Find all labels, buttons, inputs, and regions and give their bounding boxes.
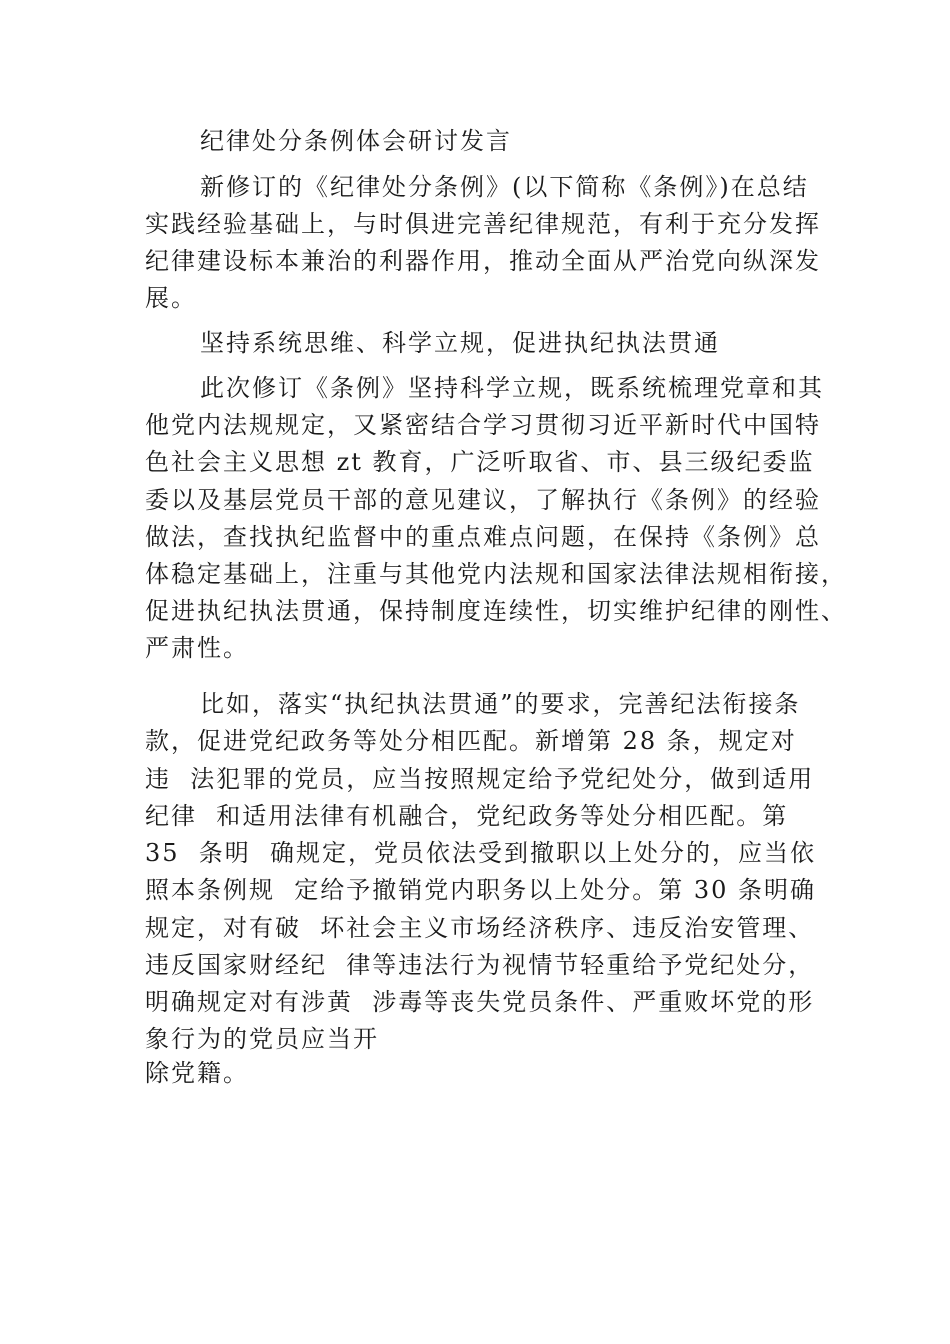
paragraph-line: 体稳定基础上，注重与其他党内法规和国家法律法规相衔接， xyxy=(145,560,847,588)
paragraph-line: 纪律 和适用法律有机融合，党纪政务等处分相匹配。第 xyxy=(145,802,789,830)
paragraph-line: 展。 xyxy=(145,284,197,312)
paragraph-line: 新修订的《纪律处分条例》(以下简称《条例》)在总结 xyxy=(200,173,809,201)
paragraph-line: 照本条例规 定给予撤销党内职务以上处分。第 30 条明确 xyxy=(145,876,817,904)
paragraph-line: 规定，对有破 坏社会主义市场经济秩序、违反治安管理、 xyxy=(145,914,815,942)
paragraph-line: 色社会主义思想 zt 教育，广泛听取省、市、县三级纪委监 xyxy=(145,448,815,476)
paragraph-line: 委以及基层党员干部的意见建议，了解执行《条例》的经验 xyxy=(145,486,821,514)
paragraph-line: 象行为的党员应当开 xyxy=(145,1025,379,1053)
paragraph-line: 他党内法规规定，又紧密结合学习贯彻习近平新时代中国特 xyxy=(145,411,821,439)
paragraph-line: 纪律建设标本兼治的利器作用，推动全面从严治党向纵深发 xyxy=(145,247,821,275)
document-title: 纪律处分条例体会研讨发言 xyxy=(200,127,512,155)
paragraph-line: 严肃性。 xyxy=(145,634,249,662)
paragraph-line: 除党籍。 xyxy=(145,1059,249,1087)
paragraph-line: 做法，查找执纪监督中的重点难点问题，在保持《条例》总 xyxy=(145,523,821,551)
section-heading: 坚持系统思维、科学立规，促进执纪执法贯通 xyxy=(200,329,720,357)
paragraph-line: 款，促进党纪政务等处分相匹配。新增第 28 条，规定对 xyxy=(145,727,797,755)
paragraph-line: 此次修订《条例》坚持科学立规，既系统梳理党章和其 xyxy=(200,374,824,402)
paragraph-line: 促进执纪执法贯通，保持制度连续性，切实维护纪律的刚性、 xyxy=(145,597,847,625)
paragraph-line: 违 法犯罪的党员，应当按照规定给予党纪处分，做到适用 xyxy=(145,765,815,793)
paragraph-line: 明确规定对有涉黄 涉毒等丧失党员条件、严重败坏党的形 xyxy=(145,988,815,1016)
paragraph-line: 35 条明 确规定，党员依法受到撤职以上处分的，应当依 xyxy=(145,839,817,867)
paragraph-line: 比如，落实“执纪执法贯通”的要求，完善纪法衔接条 xyxy=(200,690,801,718)
paragraph-line: 违反国家财经纪 律等违法行为视情节轻重给予党纪处分， xyxy=(145,951,815,979)
paragraph-line: 实践经验基础上，与时俱进完善纪律规范，有利于充分发挥 xyxy=(145,210,821,238)
